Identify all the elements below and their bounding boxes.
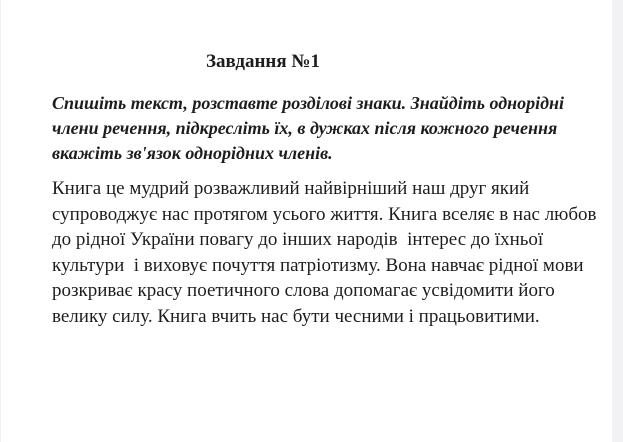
body-line: супроводжує нас протягом усього життя. Книга вселяє в нас любов	[52, 203, 597, 225]
body-line: розкриває красу поетичного слова допомагає усвідомити його	[52, 280, 555, 301]
body-paragraph	[52, 176, 597, 329]
instruction-line: члени речення, підкресліть їх, в дужках після кожного речення	[52, 118, 558, 138]
task-title: Завдання №1	[206, 51, 320, 72]
body-line: культури і виховує почуття патріотизму. Вона навчає рідної мови	[52, 254, 584, 276]
body-line: Книга це мудрий розважливий найвірніший наш друг який	[52, 178, 530, 199]
right-edge-gutter	[612, 0, 623, 442]
body-line: до рідної України повагу до інших народів інтерес до їхньої	[52, 229, 544, 250]
instruction-line: Спишіть текст, розставте розділові знаки. Знайдіть однорідні	[52, 93, 565, 113]
instruction-paragraph	[52, 91, 565, 166]
instruction-line: вкажіть зв'язок однорідних членів.	[52, 143, 333, 163]
body-line: велику силу. Книга вчить нас бути чесними і працьовитими.	[52, 305, 540, 327]
document-content	[52, 50, 597, 329]
